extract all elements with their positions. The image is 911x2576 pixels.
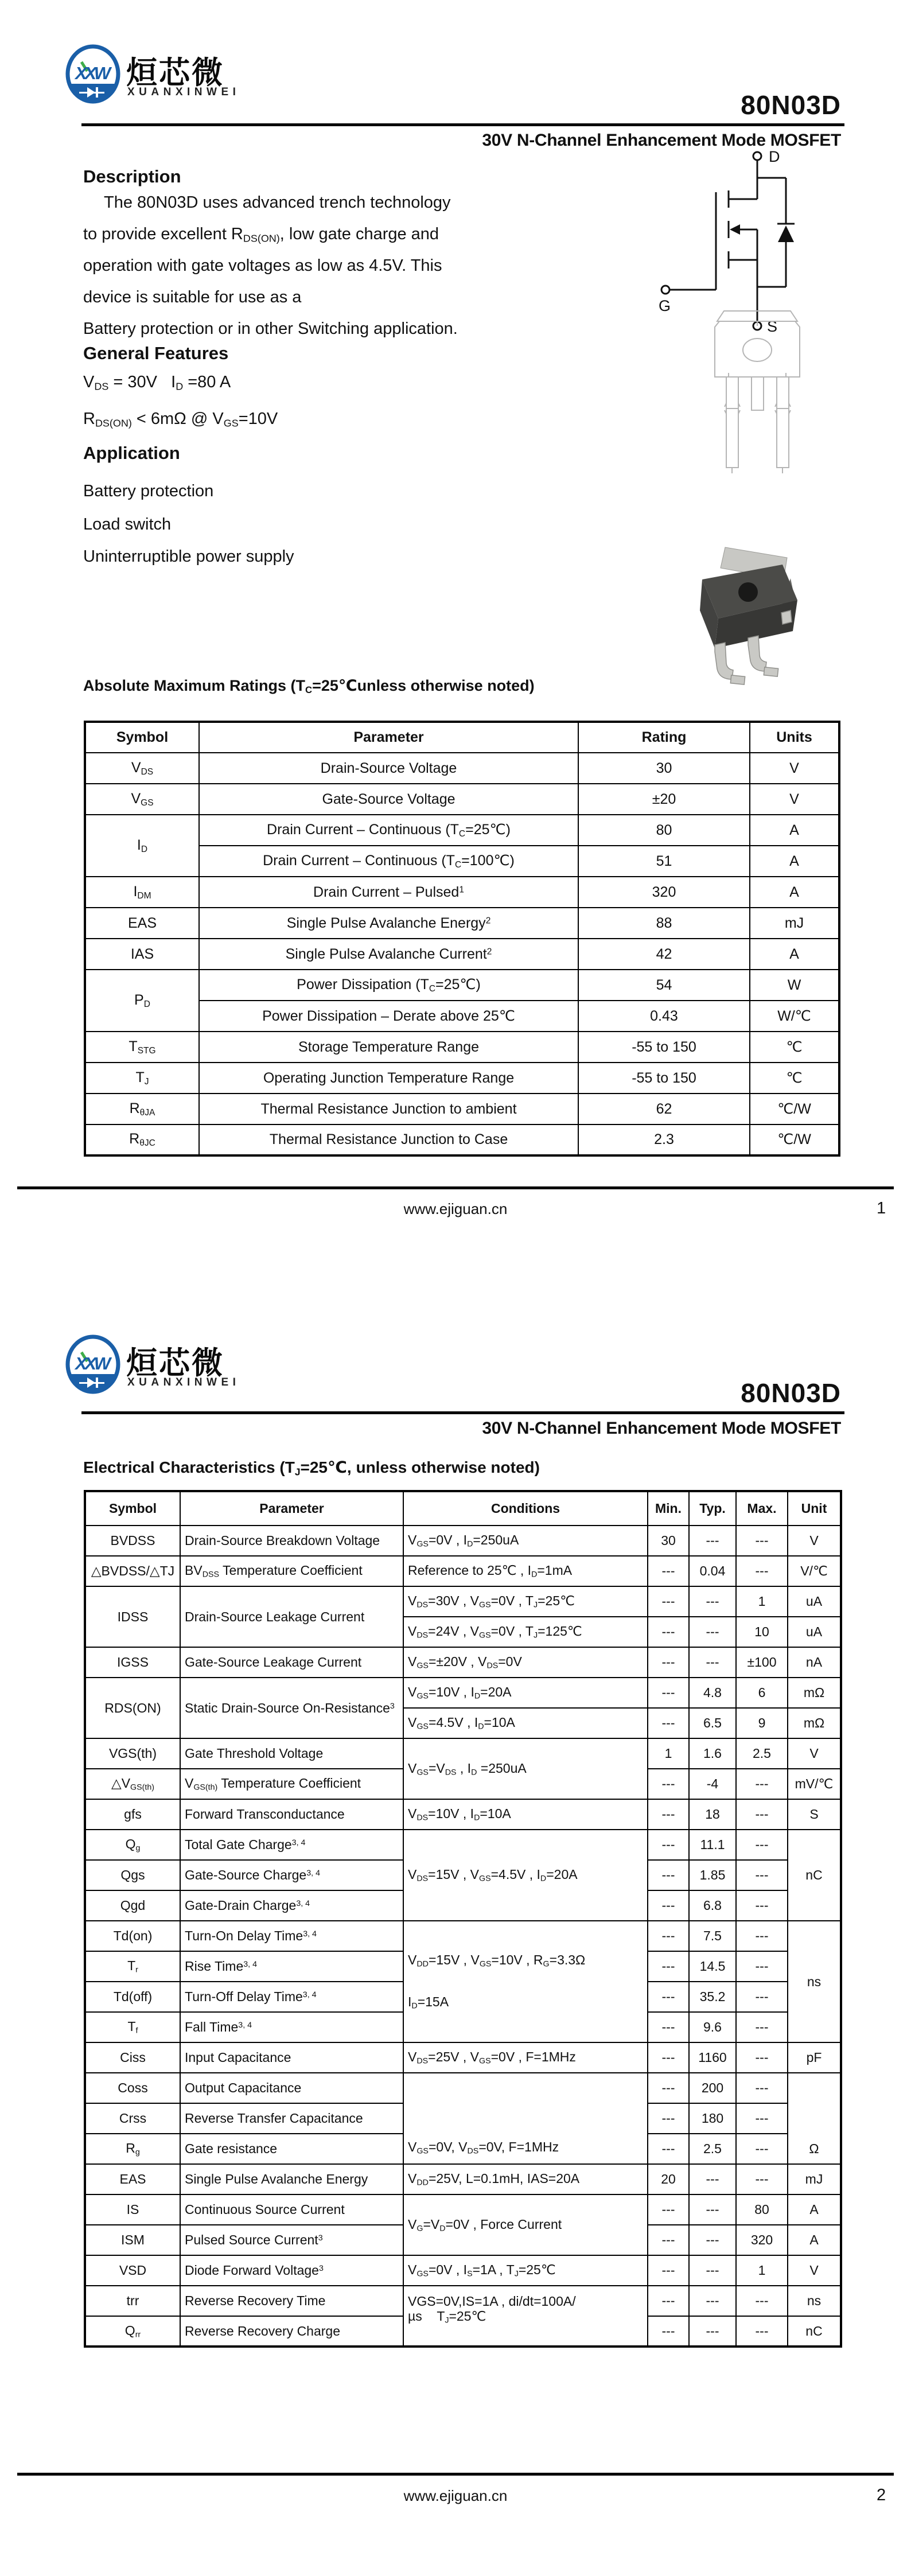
footer-rule	[17, 2473, 894, 2476]
col-conditions: Conditions	[403, 1491, 648, 1526]
body-diode-triangle	[778, 225, 794, 242]
table-row: Crss Reverse Transfer Capacitance --- 180 ---	[85, 2103, 841, 2134]
table-row: gfs Forward Transconductance $V_{DS}=10V$ , $I_D=10A$ --- 18 --- S	[85, 1799, 841, 1830]
mosfet-arrow	[730, 224, 740, 235]
package-3d-image	[695, 544, 804, 693]
header-rule	[81, 123, 844, 126]
table-row: $I_{DM}$ Drain Current – Pulsed$^1$ 320 A	[85, 877, 839, 908]
description-line: device is suitable for use as a	[83, 288, 302, 306]
col-units: Units	[750, 722, 839, 753]
footer-url: www.ejiguan.cn	[403, 1200, 508, 1217]
table-row: $V_{DS}$ Drain-Source Voltage 30 V	[85, 753, 839, 784]
part-number: 80N03D	[741, 90, 841, 120]
table-row: $R_g$ Gate resistance --- 2.5 ---	[85, 2134, 841, 2164]
electrical-characteristics-table	[84, 1490, 842, 2348]
drain-label: D	[769, 148, 780, 165]
logo-mark-letters: XXW	[75, 63, 111, 83]
table-header-row	[85, 722, 839, 753]
table-header-row	[85, 1491, 841, 1526]
table-row: $V_{DS}=24V$ , $V_{GS}=0V$ , $T_J=125℃$ --- --- 10 uA	[85, 1617, 841, 1647]
feature-line-rdson: $R_{DS(ON)} < 6m\Omega$ @ $V_{GS}=10V$	[83, 410, 278, 429]
table-row: $\triangle V_{GS(th)}$ $V_{GS(th)}$ Temperature Coefficient --- -4 --- mV/℃	[85, 1769, 841, 1799]
table-row: $Q_g$ Total Gate Charge$^{3, 4}$ $V_{DS}=15V$ , $V_{GS}=4.5V$ , $I_D=20A$ --- 11.1 --- nC	[85, 1830, 841, 1860]
table-row: $V_{GS}$ Gate-Source Voltage ±20 V	[85, 784, 839, 815]
col-unit: Unit	[788, 1491, 841, 1526]
logo-cn-text: 烜芯微	[126, 56, 224, 90]
col-symbol: Symbol	[85, 1491, 180, 1526]
description-line: operation with gate voltages as low as 4.5V. This	[83, 256, 442, 275]
table-row: IS Continuous Source Current $V_G=V_D=0V$ , Force Current --- --- 80 A	[85, 2194, 841, 2225]
description-line: to provide excellent $R_{DS(ON)}$, low gate charge and	[83, 225, 439, 244]
page-number: 2	[877, 2486, 886, 2504]
source-label: S	[767, 318, 778, 335]
logo-mark-letters: XXW	[75, 1353, 111, 1373]
table-row: Td(on) Turn-On Delay Time$^{3, 4}$ $V_{DD}=15V$ , $V_{GS}=10V$ , $R_G=3.3\Omega$ $I_D=15A$ --- 7.5 --- ns	[85, 1921, 841, 1951]
package-outline-drawing	[711, 309, 803, 487]
application-item: Uninterruptible power supply	[83, 547, 294, 566]
table-row: EAS Single Pulse Avalanche Energy$^2$ 88 mJ	[85, 908, 839, 939]
gate-label: G	[659, 297, 671, 314]
description-line: The 80N03D uses advanced trench technology	[104, 193, 451, 212]
logo-en-text: XUANXINWEI	[127, 1376, 240, 1388]
page-number: 1	[877, 1199, 886, 1217]
col-parameter: Parameter	[180, 1491, 403, 1526]
logo-cn-text: 烜芯微	[126, 1346, 224, 1380]
col-max: Max.	[736, 1491, 788, 1526]
table-row: Power Dissipation – Derate above 25℃ 0.43 W/℃	[85, 1001, 839, 1032]
condition-line: $I_D=15A$	[408, 1994, 449, 2011]
feature-line-vds-id: $V_{DS} = 30V$ $I_D =80$ A	[83, 373, 231, 392]
header-rule	[81, 1411, 844, 1414]
table-row: $P_D$ Power Dissipation $(T_C=25℃)$ 54 W	[85, 970, 839, 1001]
col-typ: Typ.	[689, 1491, 736, 1526]
page-2	[0, 1288, 911, 2576]
general-features-heading: General Features	[83, 343, 229, 363]
table-row: IAS Single Pulse Avalanche Current$^2$ 42 A	[85, 939, 839, 970]
table-row: $R_{\theta JC}$ Thermal Resistance Junction to Case 2.3 ℃/W	[85, 1124, 839, 1155]
table-row: IGSS Gate-Source Leakage Current $V_{GS}=\pm 20V$ , $V_{DS}=0V$ --- --- ±100 nA	[85, 1647, 841, 1678]
part-number: 80N03D	[741, 1378, 841, 1408]
brand-logo-mark-icon	[64, 1334, 122, 1395]
logo-en-text: XUANXINWEI	[127, 86, 240, 98]
condition-line: $V_{DD}=15V$ , $V_{GS}=10V$ , $R_G=3.3\Omega$	[408, 1952, 586, 1969]
page-subtitle: 30V N-Channel Enhancement Mode MOSFET	[482, 131, 841, 150]
col-symbol: Symbol	[85, 722, 199, 753]
table-row: VSD Diode Forward Voltage$^3$ $V_{GS}=0V$ , $I_S=1A$ , $T_J=25℃$ --- --- 1 V	[85, 2255, 841, 2286]
table-row: Qgs Gate-Source Charge$^{3, 4}$ --- 1.85 ---	[85, 1860, 841, 1890]
table-row: $T_J$ Operating Junction Temperature Range -55 to 150 ℃	[85, 1063, 839, 1094]
table-row: Coss Output Capacitance $V_{GS}=0V$, $V_{DS}=0V$, F=1MHz --- 200 --- Ω	[85, 2073, 841, 2103]
table-row: $I_D$ Drain Current – Continuous $(T_C=25℃)$ 80 A	[85, 815, 839, 846]
table-row: trr Reverse Recovery Time VGS=0V,IS=1A , di/dt=100A/µs $T_J=25℃$ --- --- --- ns	[85, 2286, 841, 2316]
table-row: VGS(th) Gate Threshold Voltage $V_{GS}=V_{DS}$ , $I_D =250uA$ 1 1.6 2.5 V	[85, 1738, 841, 1769]
ec-heading: Electrical Characteristics ($T_J=25℃$, unless otherwise noted)	[83, 1458, 540, 1478]
application-item: Battery protection	[83, 482, 214, 500]
table-row: △BVDSS/△TJ $BV_{DSS}$ Temperature Coefficient Reference to 25℃ , $I_D=1mA$ --- 0.04 --- V/℃	[85, 1556, 841, 1586]
brand-logo	[64, 44, 122, 104]
table-row: $V_{GS}=4.5V$ , $I_D=10A$ --- 6.5 9 mΩ	[85, 1708, 841, 1738]
description-line: Battery protection or in other Switching application.	[83, 320, 458, 338]
table-row: $Q_{rr}$ Reverse Recovery Charge --- --- --- nC	[85, 2316, 841, 2347]
abs-max-heading: Absolute Maximum Ratings ($T_C=25℃unless$ otherwise noted)	[83, 677, 535, 696]
table-row: EAS Single Pulse Avalanche Energy $V_{DD}=25V$, L=0.1mH, IAS=20A 20 --- --- mJ	[85, 2164, 841, 2194]
table-row: Ciss Input Capacitance $V_{DS}=25V$ , $V_{GS}=0V$ , F=1MHz --- 1160 --- pF	[85, 2042, 841, 2073]
table-row: Qgd Gate-Drain Charge$^{3, 4}$ --- 6.8 ---	[85, 1890, 841, 1921]
description-heading: Description	[83, 166, 181, 186]
table-row: ISM Pulsed Source Current$^3$ --- --- 320 A	[85, 2225, 841, 2255]
table-row: $R_{\theta JA}$ Thermal Resistance Junction to ambient 62 ℃/W	[85, 1094, 839, 1124]
col-min: Min.	[648, 1491, 689, 1526]
table-row: IDSS Drain-Source Leakage Current $V_{DS}=30V$ , $V_{GS}=0V$ , $T_J=25℃$ --- --- 1 uA	[85, 1586, 841, 1617]
table-row: $T_{STG}$ Storage Temperature Range -55 to 150 ℃	[85, 1032, 839, 1063]
table-row: Td(off) Turn-Off Delay Time$^{3, 4}$ --- 35.2 ---	[85, 1982, 841, 2012]
table-row: $T_r$ Rise Time$^{3, 4}$ --- 14.5 ---	[85, 1951, 841, 1982]
col-parameter: Parameter	[199, 722, 578, 753]
application-heading: Application	[83, 443, 180, 463]
table-row: BVDSS Drain-Source Breakdown Voltage $V_{GS}=0V$ , $I_D=250uA$ 30 --- --- V	[85, 1526, 841, 1556]
table-row: Drain Current – Continuous $(T_C=100℃)$ 51 A	[85, 846, 839, 877]
table-row: $T_f$ Fall Time$^{3, 4}$ --- 9.6 ---	[85, 2012, 841, 2042]
page-subtitle: 30V N-Channel Enhancement Mode MOSFET	[482, 1419, 841, 1438]
abs-max-table	[84, 721, 840, 1157]
table-row: RDS(ON) Static Drain-Source On-Resistance$^3$ $V_{GS}=10V$ , $I_D=20A$ --- 4.8 6 mΩ	[85, 1678, 841, 1708]
col-rating: Rating	[578, 722, 750, 753]
brand-logo	[64, 1334, 122, 1395]
footer-rule	[17, 1186, 894, 1189]
application-item: Load switch	[83, 515, 172, 534]
brand-logo-mark-icon	[64, 44, 122, 104]
footer-url: www.ejiguan.cn	[403, 2487, 508, 2504]
